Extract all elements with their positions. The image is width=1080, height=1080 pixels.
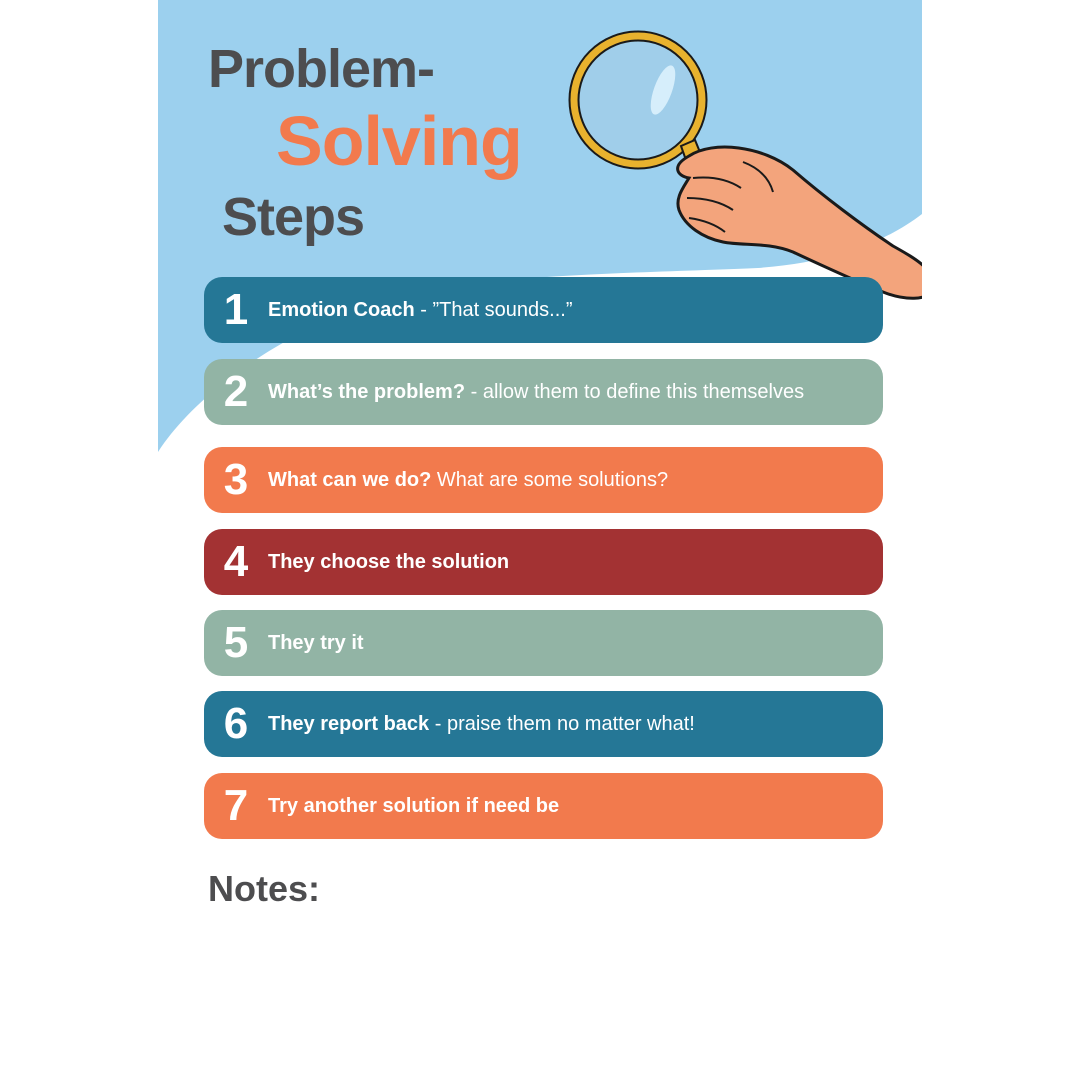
notes-heading: Notes: [208, 868, 321, 909]
step-text [268, 299, 573, 322]
step-number: 5 [223, 618, 249, 667]
step-heading: What’s the problem? [268, 380, 466, 403]
step-number: 4 [223, 537, 249, 586]
step-heading: They choose the solution [268, 550, 510, 573]
step-heading: Try another solution if need be [268, 794, 560, 817]
step-heading: They try it [268, 631, 364, 654]
step-6 [204, 691, 883, 757]
step-text [268, 713, 695, 736]
title-line-problem: Problem- [208, 39, 435, 99]
step-text [268, 381, 804, 404]
step-number: 7 [223, 781, 249, 830]
step-text [268, 469, 668, 492]
step-number: 6 [223, 699, 249, 748]
step-text [268, 551, 509, 574]
step-text [268, 795, 559, 818]
step-heading: What can we do? [268, 468, 432, 491]
step-5 [204, 610, 883, 676]
magnifying-glass-hand-icon [563, 28, 922, 308]
step-1 [204, 277, 883, 343]
step-detail: - ”That sounds...” [414, 298, 573, 321]
title-line-solving: Solving [276, 102, 522, 180]
step-heading: Emotion Coach [268, 298, 415, 321]
step-detail: - allow them to define this themselves [465, 380, 805, 403]
step-number: 3 [223, 455, 249, 504]
step-4 [204, 529, 883, 595]
step-2 [204, 359, 883, 425]
step-text [268, 632, 364, 655]
step-7 [204, 773, 883, 839]
step-detail: What are some solutions? [431, 468, 669, 491]
step-3 [204, 447, 883, 513]
title-line-steps: Steps [222, 187, 365, 247]
step-heading: They report back [268, 712, 430, 735]
step-detail: - praise them no matter what! [429, 712, 695, 735]
step-number: 1 [223, 285, 249, 334]
poster [158, 0, 922, 1080]
step-number: 2 [223, 367, 249, 416]
